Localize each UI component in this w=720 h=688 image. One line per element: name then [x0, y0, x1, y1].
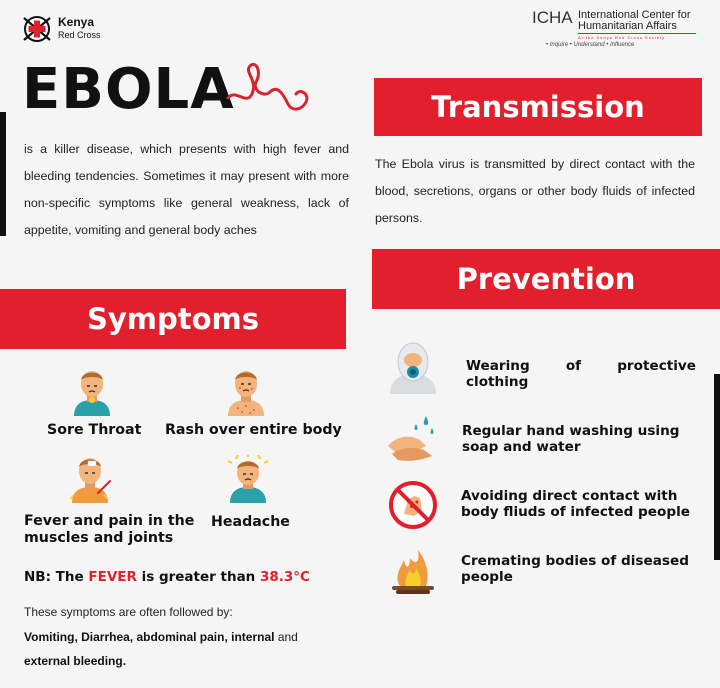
- ebola-virus-icon: [226, 58, 316, 118]
- right-accent-bar: [714, 374, 720, 560]
- prevention-item-text: [462, 423, 694, 455]
- page-title: EBOLA: [22, 57, 235, 122]
- kenya-red-cross-logo[interactable]: [20, 10, 140, 46]
- icha-affiliation: At the Kenya Red Cross Society: [578, 35, 666, 40]
- prevention-line1: Wearing of protective clothing: [466, 358, 696, 390]
- fever-temperature: 38.3°C: [260, 569, 310, 585]
- symptom-label: Sore Throat: [47, 422, 142, 438]
- prevention-line2: people: [461, 569, 513, 585]
- symptom-label-line1: Fever and pain in the: [24, 513, 195, 529]
- fever-note-prefix: NB: The: [24, 569, 89, 585]
- followup-symptoms: [24, 600, 354, 674]
- headache-person-icon: [226, 455, 270, 503]
- prevention-item-text: [461, 553, 694, 585]
- krc-name: Kenya: [58, 15, 95, 29]
- icha-name-line2: Humanitarian Affairs: [578, 20, 677, 32]
- symptom-label: Rash over entire body: [165, 422, 342, 438]
- prevention-line2: body fliuds of infected people: [461, 504, 690, 520]
- cremation-icon: [386, 542, 440, 596]
- prevention-item-text: [461, 488, 694, 520]
- followup-bold-2: external bleeding.: [24, 654, 127, 668]
- fever-note: [24, 569, 310, 585]
- icha-logo[interactable]: [532, 8, 708, 52]
- krc-subtitle: Red Cross: [58, 30, 101, 40]
- followup-list-end: [24, 649, 354, 674]
- symptom-label-multiline: [24, 513, 194, 547]
- icha-name-line1: International Center for: [578, 9, 691, 21]
- icha-divider: [578, 33, 696, 34]
- followup-list: [24, 625, 354, 650]
- prevention-heading: Prevention: [372, 249, 720, 309]
- hand-washing-icon: [386, 410, 440, 464]
- transmission-text: The Ebola virus is transmitted by direct contact with the blood, secretions, organs or other body fluids of infected persons.: [375, 157, 695, 225]
- prevention-item-text: [466, 358, 696, 390]
- prevention-line1: Cremating bodies of diseased: [461, 553, 689, 569]
- prevention-line1: Avoiding direct contact with: [461, 488, 678, 504]
- followup-intro: These symptoms are often followed by:: [24, 605, 233, 619]
- left-accent-bar: [0, 112, 6, 236]
- rash-person-icon: [224, 368, 268, 416]
- followup-and: and: [274, 629, 298, 644]
- sore-throat-person-icon: [70, 368, 114, 416]
- fever-word: FEVER: [88, 569, 137, 585]
- protective-suit-icon: [386, 340, 440, 394]
- fever-person-icon: [68, 455, 112, 503]
- symptom-label-line2: muscles and joints: [24, 530, 174, 546]
- prevention-line2: soap and water: [462, 439, 581, 455]
- icha-tagline: • Inquire • Understand • Influence: [546, 42, 635, 48]
- transmission-heading: Transmission: [374, 78, 702, 136]
- symptoms-heading: Symptoms: [0, 289, 346, 349]
- red-cross-emblem-icon: [20, 12, 54, 46]
- symptom-label: Headache: [211, 514, 290, 530]
- icha-letters: ICHA: [532, 8, 573, 27]
- no-contact-icon: [386, 478, 440, 532]
- prevention-line1: Regular hand washing using: [462, 423, 680, 439]
- intro-text: is a killer disease, which presents with high fever and bleeding tendencies. Sometimes it may present with more non-specific symptoms like general weakness, lack of appetite, vomiting and general body aches: [24, 142, 349, 237]
- followup-bold-1: Vomiting, Diarrhea, abdominal pain, internal: [24, 629, 275, 644]
- fever-note-middle: is greater than: [136, 569, 260, 585]
